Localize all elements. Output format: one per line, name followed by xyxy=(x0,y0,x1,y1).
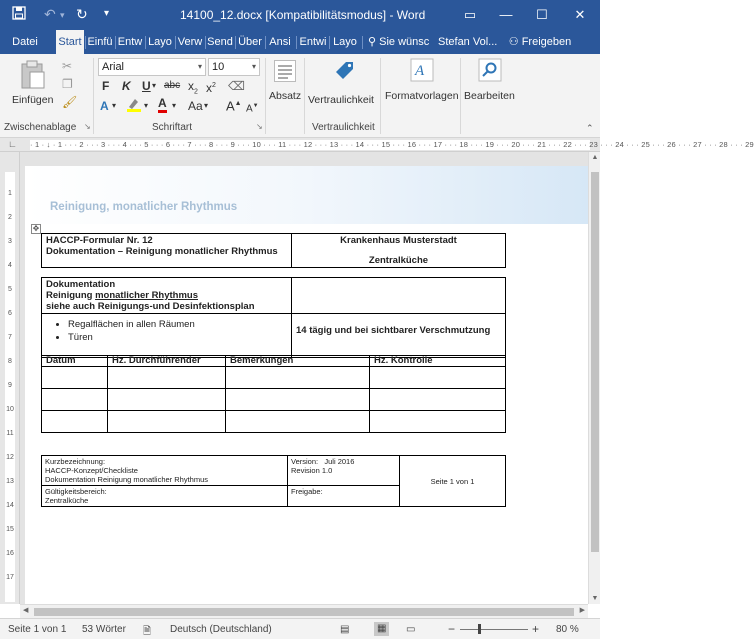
vertical-scrollbar[interactable] xyxy=(588,152,600,604)
footer-revision: Revision 1.0 xyxy=(291,466,333,475)
zoom-slider-knob[interactable] xyxy=(478,624,481,634)
paragraph-icon xyxy=(274,60,296,82)
vertical-ruler-tick: 17 xyxy=(6,574,14,581)
footer-short-line1: HACCP-Konzept/Checkliste xyxy=(45,466,138,475)
footer-page: Seite 1 von 1 xyxy=(430,476,475,486)
footer-short-label: Kurzbezeichnung: xyxy=(45,457,106,466)
scroll-left-icon[interactable]: ◀ xyxy=(23,607,29,614)
doc-line2-underlined: monatlicher Rhythmus xyxy=(95,290,199,301)
styles-label: Formatvorlagen xyxy=(385,90,459,102)
strikethrough-button[interactable]: abc xyxy=(164,80,181,91)
footer-release-cell[interactable] xyxy=(288,486,400,507)
vertical-ruler[interactable] xyxy=(0,152,20,604)
share-button[interactable] xyxy=(500,30,580,54)
tab-datei[interactable]: Datei xyxy=(12,36,38,48)
vertical-ruler-tick: 15 xyxy=(6,526,14,533)
minimize-icon[interactable]: — xyxy=(499,7,513,22)
scroll-up-icon[interactable]: ▲ xyxy=(591,154,599,161)
chevron-down-icon: ▾ xyxy=(251,62,256,71)
list-item: • Türen xyxy=(68,332,287,343)
tab-ansicht[interactable]: Ansi xyxy=(269,36,291,48)
vertical-ruler-tick: 3 xyxy=(8,238,12,245)
tab-entwurf-table[interactable]: Entwi xyxy=(299,36,327,48)
vertical-ruler-tick: 14 xyxy=(6,502,14,509)
editing-label: Bearbeiten xyxy=(464,90,515,102)
change-case-dropdown-icon[interactable]: ▾ xyxy=(204,101,209,110)
text-effects-dropdown-icon[interactable]: ▾ xyxy=(112,101,117,110)
superscript-label: x xyxy=(206,81,212,95)
table-row xyxy=(42,367,506,389)
documentation-table xyxy=(41,277,506,358)
footer-release: Freigabe: xyxy=(291,487,323,496)
documentation-line-2 xyxy=(46,290,287,301)
column-header-durchfuehrender[interactable]: Hz. Durchführender xyxy=(108,356,226,367)
tab-ueberpruefen[interactable]: Über xyxy=(238,36,262,48)
title-bar xyxy=(0,0,600,30)
table-cell[interactable] xyxy=(226,367,370,389)
table-cell[interactable] xyxy=(42,389,108,411)
tab-stop-selector-icon[interactable]: ∟ xyxy=(8,139,17,149)
documentation-heading: Dokumentation xyxy=(46,279,116,290)
version-value: Juli 2016 xyxy=(324,457,355,466)
document-canvas[interactable] xyxy=(20,152,588,604)
form-header-table xyxy=(41,233,506,268)
paragraph-button[interactable] xyxy=(268,58,302,118)
format-painter-icon[interactable]: 🖌 xyxy=(62,95,78,109)
vertical-ruler-tick: 4 xyxy=(8,262,12,269)
tab-start[interactable]: Start xyxy=(56,30,84,54)
lightbulb-icon: ⚲ xyxy=(368,36,377,48)
vertical-ruler-tick: 1 xyxy=(8,190,12,197)
window-title: 14100_12.docx [Kompatibilitätsmodus] - Word xyxy=(180,8,426,22)
maximize-icon[interactable]: ☐ xyxy=(536,7,548,22)
vertical-ruler-scale xyxy=(5,172,15,602)
vertical-ruler-tick: 5 xyxy=(8,286,12,293)
horizontal-scrollbar[interactable] xyxy=(20,604,588,618)
read-mode-icon[interactable]: ▤ xyxy=(340,624,350,635)
footer-scope-label: Gültigkeitsbereich: xyxy=(45,487,107,496)
font-launcher-icon[interactable]: ↘ xyxy=(256,122,263,131)
sensitivity-group-label: Vertraulichkeit xyxy=(312,122,375,133)
table-cell[interactable] xyxy=(370,367,506,389)
text-effects-button[interactable]: A xyxy=(100,99,109,113)
proofing-icon[interactable]: 🗎 xyxy=(143,626,152,637)
form-title-cell[interactable] xyxy=(42,234,292,268)
vertical-ruler-tick: 16 xyxy=(6,550,14,557)
table-cell[interactable] xyxy=(226,389,370,411)
clipboard-icon xyxy=(20,60,46,90)
editing-button[interactable] xyxy=(462,58,520,118)
footer-scope-value: Zentralküche xyxy=(45,496,89,505)
vertical-ruler-tick: 6 xyxy=(8,310,12,317)
table-cell[interactable] xyxy=(108,411,226,433)
paste-label: Einfügen xyxy=(12,94,54,106)
tab-einfuegen[interactable]: Einfü xyxy=(87,36,113,48)
user-name[interactable]: Stefan Vol... xyxy=(438,36,498,48)
paste-button[interactable] xyxy=(10,58,54,116)
highlighter-icon xyxy=(126,96,142,112)
tell-me-text: Sie wünsc xyxy=(379,36,430,48)
table-cell[interactable] xyxy=(108,367,226,389)
page-count[interactable]: Seite 1 von 1 xyxy=(8,624,67,635)
table-cell[interactable] xyxy=(108,389,226,411)
ruler-scale: · 1 · ↓ · 1 · · · 2 · · · 3 · · · 4 · · · 5 · · · 6 · · · 7 · · · 8 · · · 9 · · · 10 · · · 11 · · · 12 · · · 13 · · · 14 · · · 15 · · · 16 · · · 17 · · · 18 · · · 19 · · · 20 · · · 21 · · · 22 · · · 23 · · · 24 · · · 25 · · · 26 · · · 27 · · · 28 · · · 29 xyxy=(30,140,754,149)
ribbon-tabs xyxy=(0,30,600,54)
scroll-down-icon[interactable]: ▼ xyxy=(591,595,599,602)
vertical-scroll-thumb[interactable] xyxy=(591,172,599,552)
grow-font-button[interactable]: A▲ xyxy=(226,98,242,114)
table-move-handle-icon[interactable]: ✥ xyxy=(32,224,40,233)
table-cell[interactable] xyxy=(226,411,370,433)
bold-button[interactable]: F xyxy=(102,79,110,93)
underline-dropdown-icon[interactable]: ▾ xyxy=(152,81,157,90)
zoom-slider[interactable] xyxy=(460,629,528,630)
horizontal-scroll-thumb[interactable] xyxy=(34,608,574,616)
collapse-ribbon-icon[interactable]: ⌃ xyxy=(586,123,594,133)
italic-button[interactable]: K xyxy=(122,79,131,93)
doc-line2-prefix: Reinigung xyxy=(46,290,96,301)
shrink-font-label: A xyxy=(246,103,253,115)
font-name-value: Arial xyxy=(102,61,125,73)
table-cell[interactable] xyxy=(370,389,506,411)
footer-table xyxy=(41,455,506,507)
copy-icon[interactable]: ❐ xyxy=(62,77,73,91)
documentation-line-3: siehe auch Reinigungs-und Desinfektionsplan xyxy=(46,301,255,312)
column-header-datum[interactable]: Datum xyxy=(42,356,108,367)
empty-cell[interactable] xyxy=(292,278,506,314)
vertical-ruler-tick: 13 xyxy=(6,478,14,485)
page-header xyxy=(25,166,588,224)
footer-page-cell[interactable] xyxy=(400,456,506,507)
word-count[interactable]: 53 Wörter xyxy=(82,624,126,635)
font-color-dropdown-icon[interactable]: ▾ xyxy=(172,101,177,110)
footer-short-line2: Dokumentation Reinigung monatlicher Rhythmus xyxy=(45,475,209,484)
header-title: Reinigung, monatlicher Rhythmus xyxy=(50,201,238,213)
footer-version xyxy=(291,457,396,466)
tell-me-box[interactable] xyxy=(368,30,434,54)
close-icon[interactable]: ✕ xyxy=(574,7,586,22)
table-cell[interactable] xyxy=(42,367,108,389)
save-icon[interactable] xyxy=(12,6,26,23)
superscript-button[interactable]: $x^2$ xyxy=(206,81,216,95)
vertical-ruler-tick: 10 xyxy=(6,406,14,413)
tab-verweise[interactable]: Verw xyxy=(177,36,203,48)
styles-button[interactable] xyxy=(384,58,460,118)
sensitivity-button[interactable] xyxy=(306,58,378,118)
customize-quick-access-icon[interactable]: ▾ xyxy=(104,8,110,19)
highlight-button[interactable] xyxy=(126,96,142,116)
font-name-combo[interactable] xyxy=(98,58,206,76)
undo-icon[interactable]: ↶ xyxy=(44,6,56,22)
paragraph-label: Absatz xyxy=(269,90,302,102)
font-color-button[interactable]: A xyxy=(158,96,167,113)
document-page[interactable] xyxy=(25,166,588,626)
table-row xyxy=(42,411,506,433)
clipboard-group-label: Zwischenablage xyxy=(4,122,77,133)
form-subtitle: Dokumentation – Reinigung monatlicher Rhythmus xyxy=(46,246,278,257)
vertical-ruler-tick: 9 xyxy=(8,382,12,389)
ribbon xyxy=(0,54,600,138)
hospital-name: Krankenhaus Musterstadt xyxy=(340,235,457,246)
footer-short-cell[interactable] xyxy=(42,456,288,486)
footer-scope-cell[interactable] xyxy=(42,486,288,507)
status-bar xyxy=(0,618,600,639)
tab-layout-table[interactable]: Layo xyxy=(333,36,357,48)
person-icon: ⚇ xyxy=(508,36,519,48)
shrink-font-button[interactable]: A▼ xyxy=(246,103,259,115)
vertical-ruler-tick: 7 xyxy=(8,334,12,341)
svg-text:A: A xyxy=(415,63,425,79)
underline-button[interactable]: U xyxy=(142,79,151,93)
share-label: Freigeben xyxy=(521,36,572,48)
tab-entwurf[interactable]: Entw xyxy=(117,36,143,48)
tab-layout[interactable]: Layo xyxy=(148,36,172,48)
styles-icon xyxy=(410,58,434,82)
chevron-down-icon: ▾ xyxy=(197,62,202,71)
items-cell[interactable] xyxy=(42,314,292,358)
documentation-heading-cell[interactable] xyxy=(42,278,292,314)
clipboard-launcher-icon[interactable]: ↘ xyxy=(84,122,91,131)
change-case-button[interactable]: Aa xyxy=(188,99,203,113)
font-group-label: Schriftart xyxy=(152,122,193,133)
sensitivity-label: Vertraulichkeit xyxy=(308,94,374,106)
frequency-text: 14 tägig und bei sichtbarer Verschmutzung xyxy=(296,325,491,336)
zoom-level[interactable]: 80 % xyxy=(556,624,579,635)
font-size-value: 10 xyxy=(212,61,225,73)
subscript-label: x xyxy=(188,79,194,93)
form-title: HACCP-Formular Nr. 12 xyxy=(46,235,153,246)
zoom-in-icon[interactable]: + xyxy=(532,622,540,636)
font-size-combo[interactable] xyxy=(208,58,260,76)
version-label: Version: xyxy=(291,457,319,466)
grow-font-label: A xyxy=(226,98,235,114)
zoom-out-icon[interactable]: − xyxy=(448,622,456,636)
frequency-cell[interactable] xyxy=(292,314,506,358)
cleaning-items-list xyxy=(68,319,287,343)
list-item: • Regalflächen in allen Räumen xyxy=(68,319,287,330)
hospital-cell[interactable] xyxy=(292,234,506,268)
scroll-right-icon[interactable]: ▶ xyxy=(579,607,585,614)
column-header-kontrolle[interactable]: Hz. Kontrolle xyxy=(370,356,506,367)
print-layout-icon[interactable]: ▦ xyxy=(374,622,389,636)
subscript-button[interactable]: $x_2$ xyxy=(188,79,198,96)
cut-icon[interactable]: ✂ xyxy=(62,59,73,73)
undo-dropdown-icon[interactable]: ▾ xyxy=(60,10,65,20)
column-header-bemerkungen[interactable]: Bemerkungen xyxy=(226,356,370,367)
department-name: Zentralküche xyxy=(368,255,429,266)
footer-version-cell[interactable] xyxy=(288,456,400,486)
horizontal-ruler[interactable] xyxy=(0,138,754,152)
tag-icon xyxy=(332,58,356,84)
vertical-ruler-tick: 8 xyxy=(8,358,12,365)
clear-formatting-icon[interactable]: ⌫ xyxy=(228,79,245,93)
log-table xyxy=(41,355,506,433)
ribbon-display-options-icon[interactable]: ▭ xyxy=(463,7,477,22)
language-status[interactable]: Deutsch (Deutschland) xyxy=(170,624,272,635)
magnifier-icon xyxy=(478,58,502,82)
table-cell[interactable] xyxy=(370,411,506,433)
table-row xyxy=(42,389,506,411)
vertical-ruler-tick: 2 xyxy=(8,214,12,221)
redo-icon[interactable]: ↻ xyxy=(76,6,88,22)
vertical-ruler-tick: 12 xyxy=(6,454,14,461)
web-layout-icon[interactable]: ▭ xyxy=(406,624,416,635)
table-cell[interactable] xyxy=(42,411,108,433)
vertical-ruler-tick: 11 xyxy=(6,430,14,437)
tab-sendungen[interactable]: Send xyxy=(207,36,233,48)
highlight-dropdown-icon[interactable]: ▾ xyxy=(144,101,149,110)
